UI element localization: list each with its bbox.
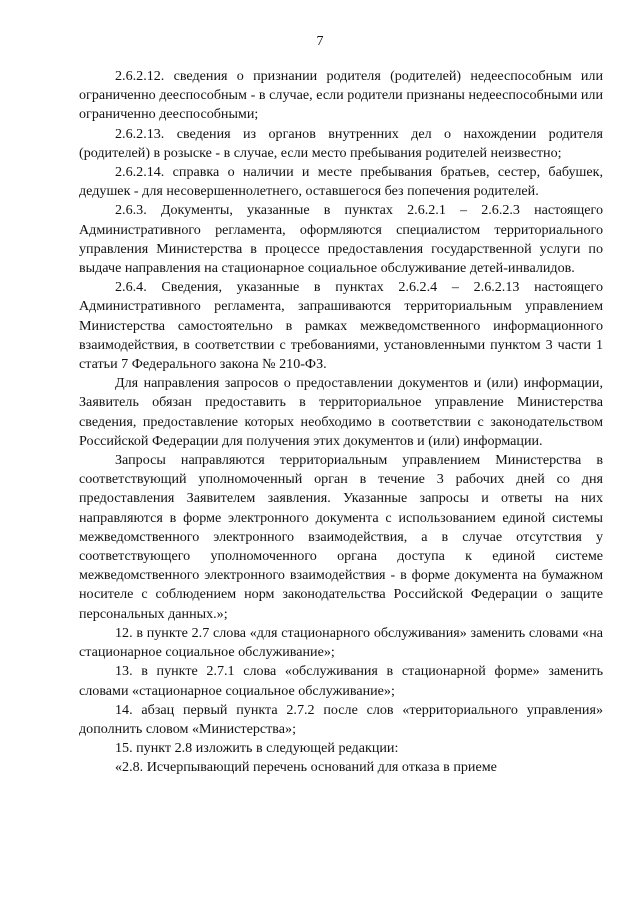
- paragraph-2-6-3: 2.6.3. Документы, указанные в пунктах 2.6.2.1 – 2.6.2.3 настоящего Административного регламента, оформляются специалистом территориального управления Министерства в процессе предоставления государственной услуги по выдаче направления на стационарное социальное обслуживание детей-инвалидов.: [79, 202, 603, 277]
- paragraph-item-13: 13. в пункте 2.7.1 слова «обслуживания в стационарной форме» заменить словами «стационарное социальное обслуживание»;: [79, 663, 603, 699]
- paragraph-2-6-2-12: 2.6.2.12. сведения о признании родителя (родителей) недееспособным или ограниченно дееспособным - в случае, если родители признаны недееспособными или ограниченно дееспособными;: [79, 68, 603, 123]
- paragraph-requests-sent: Запросы направляются территориальным управлением Министерства в соответствующий уполномоченный орган в течение 3 рабочих дней со дня предоставления Заявителем заявления. Указанные запросы и ответы на них направляются в форме электронного документа с использованием единой системы межведомственного электронного взаимодействия, а в случае отсутствия у соответствующего уполномоченного органа доступа к единой системе межведомственного электронного взаимодействия - в форме документа на бумажном носителе с соблюдением норм законодательства Российской Федерации о защите персональных данных.»;: [79, 452, 603, 622]
- paragraph-2-6-2-14: 2.6.2.14. справка о наличии и месте пребывания братьев, сестер, бабушек, дедушек - для несовершеннолетнего, оставшегося без попечения родителей.: [79, 164, 603, 200]
- document-body: [79, 67, 603, 778]
- paragraph-2-8-start: «2.8. Исчерпывающий перечень оснований для отказа в приеме: [115, 759, 497, 776]
- paragraph-requests-info: Для направления запросов о предоставлении документов и (или) информации, Заявитель обязан предоставить в территориальное управление Министерства сведения, предоставление которых необходимо в соответствии с законодательством Российской Федерации для получения этих документов и (или) информации.: [79, 375, 603, 449]
- paragraph-item-12: 12. в пункте 2.7 слова «для стационарного обслуживания» заменить словами «на стационарное социальное обслуживание»;: [79, 624, 603, 661]
- paragraph-item-15: 15. пункт 2.8 изложить в следующей редакции:: [115, 740, 399, 757]
- paragraph-2-6-2-13: 2.6.2.13. сведения из органов внутренних дел о нахождении родителя (родителей) в розыске - в случае, если место пребывания родителей неизвестно;: [79, 125, 603, 161]
- paragraph-2-6-4: 2.6.4. Сведения, указанные в пунктах 2.6.2.4 – 2.6.2.13 настоящего Административного регламента, запрашиваются территориальным управлением Министерства самостоятельно в рамках межведомственного информационного взаимодействия, в соответствии с требованиями, установленными пунктом 3 части 1 статьи 7 Федерального закона № 210-ФЗ.: [79, 279, 603, 373]
- page-number: 7: [316, 34, 324, 49]
- paragraph-item-14: 14. абзац первый пункта 2.7.2 после слов «территориального управления» дополнить словом «Министерства»;: [79, 701, 603, 737]
